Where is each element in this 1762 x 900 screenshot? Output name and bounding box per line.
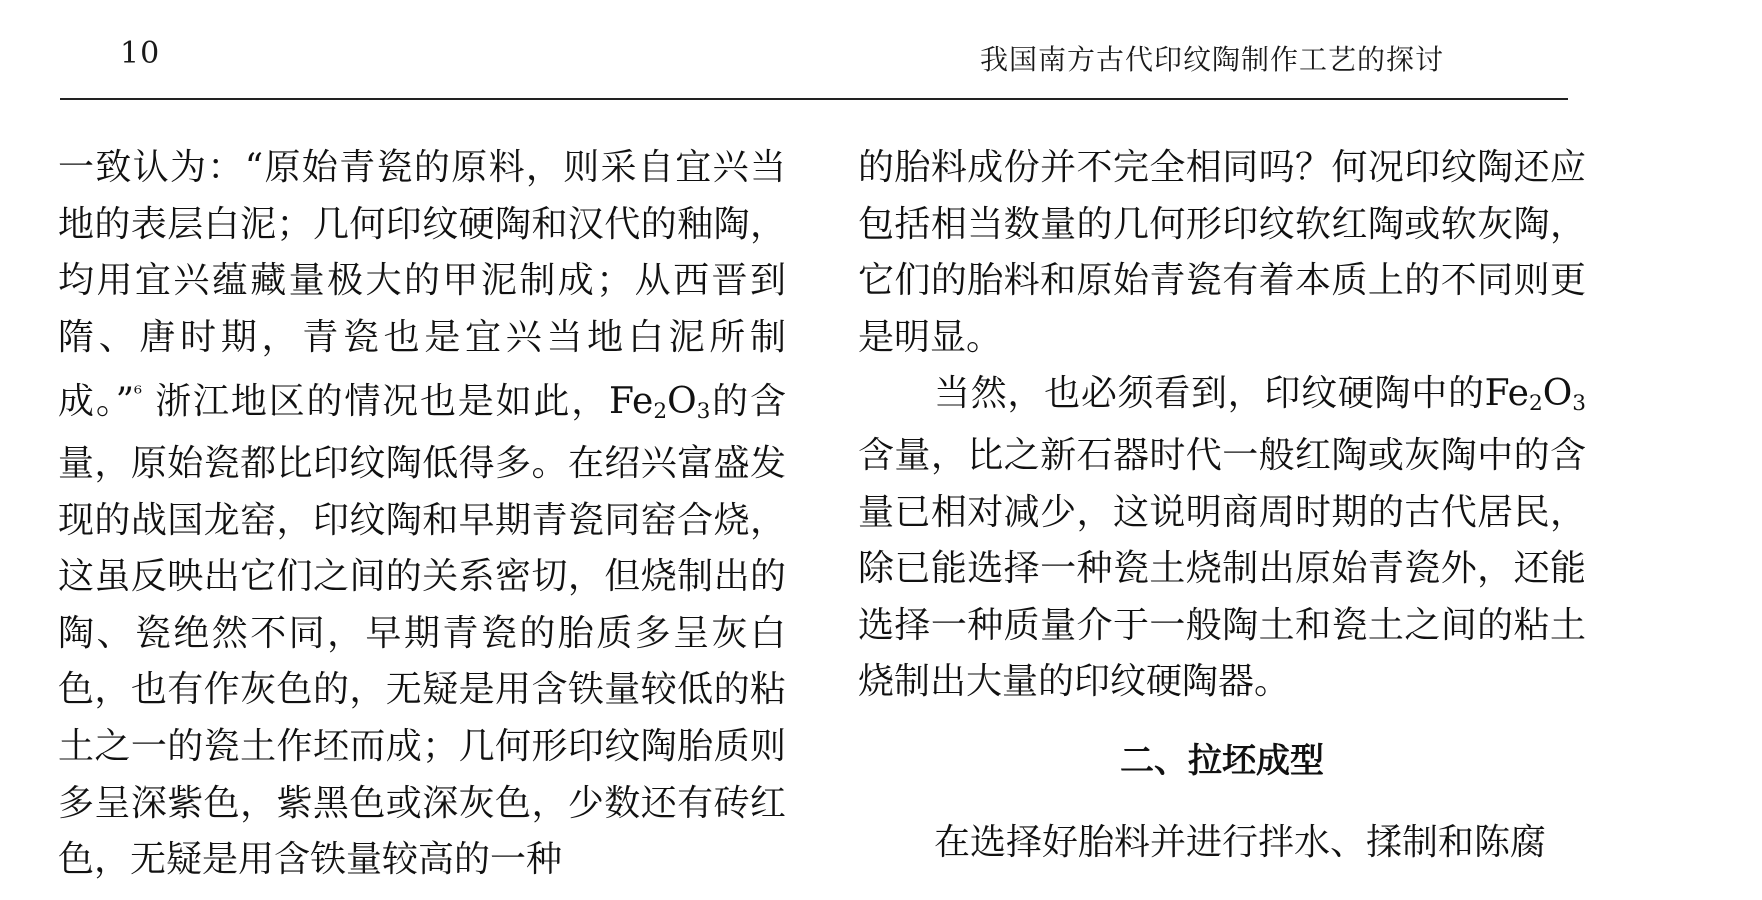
section-heading: 二、拉坯成型 bbox=[1120, 740, 1324, 781]
right-paragraph-2 bbox=[858, 366, 1586, 711]
subscript-3: 3 bbox=[696, 398, 711, 424]
footnote-reference: ⁶ bbox=[134, 382, 142, 406]
left-paragraph bbox=[58, 140, 786, 889]
right-paragraph-3: 在选择好胎料并进行拌水、揉制和陈腐 bbox=[934, 821, 1547, 863]
subscript-2: 2 bbox=[1528, 390, 1543, 416]
running-header-title: 我国南方古代印纹陶制作工艺的探讨 bbox=[979, 43, 1444, 76]
left-paragraph-text-d: 的含量，原始瓷都比印纹陶低得多。在绍兴富盛发现的战国龙窑，印纹陶和早期青瓷同窑合烧，这虽反映出它们之间的关系密切，但烧制出的陶、瓷绝然不同，早期青瓷的胎质多呈灰白色，也有作灰色的，无疑是用含铁量较低的粘土之一的瓷土作坯而成；几何形印纹陶胎质则多呈深紫色，紫黑色或深灰色，少数还有砖红色，无疑是用含铁量较高的一种 bbox=[58, 381, 786, 881]
left-column bbox=[58, 140, 786, 900]
left-paragraph-text-a: 一致认为：“原始青瓷的原料，则采自宜兴当地的表层白泥；几何印纹硬陶和汉代的釉陶，均用宜兴蕴藏量极大的甲泥制成；从西晋到隋、唐时期，青瓷也是宜兴当地白泥所制成。” bbox=[58, 147, 786, 423]
page-number: 10 bbox=[120, 36, 161, 71]
header-rule bbox=[60, 98, 1568, 100]
left-paragraph-text-b: 浙江地区的情况也是如此，Fe bbox=[141, 381, 654, 423]
right-paragraph-1: 的胎料成份并不完全相同吗？何况印纹陶还应包括相当数量的几何形印纹软红陶或软灰陶，它们的胎料和原始青瓷有着本质上的不同则更是明显。 bbox=[858, 147, 1586, 358]
subscript-2: 2 bbox=[653, 398, 668, 424]
right-column bbox=[858, 140, 1586, 900]
right-paragraph-2-text-b: O bbox=[1542, 373, 1573, 415]
right-paragraph-2-text-c: 含量，比之新石器时代一般红陶或灰陶中的含量已相对减少，这说明商周时期的古代居民，除已能选择一种瓷土烧制出原始青瓷外，还能选择一种质量介于一般陶土和瓷土之间的粘土烧制出大量的印纹硬陶器。 bbox=[858, 434, 1586, 703]
subscript-3: 3 bbox=[1572, 390, 1586, 416]
left-paragraph-text-c: O bbox=[667, 381, 697, 423]
right-paragraph-2-text-a: 当然，也必须看到，印纹硬陶中的Fe bbox=[934, 373, 1529, 415]
